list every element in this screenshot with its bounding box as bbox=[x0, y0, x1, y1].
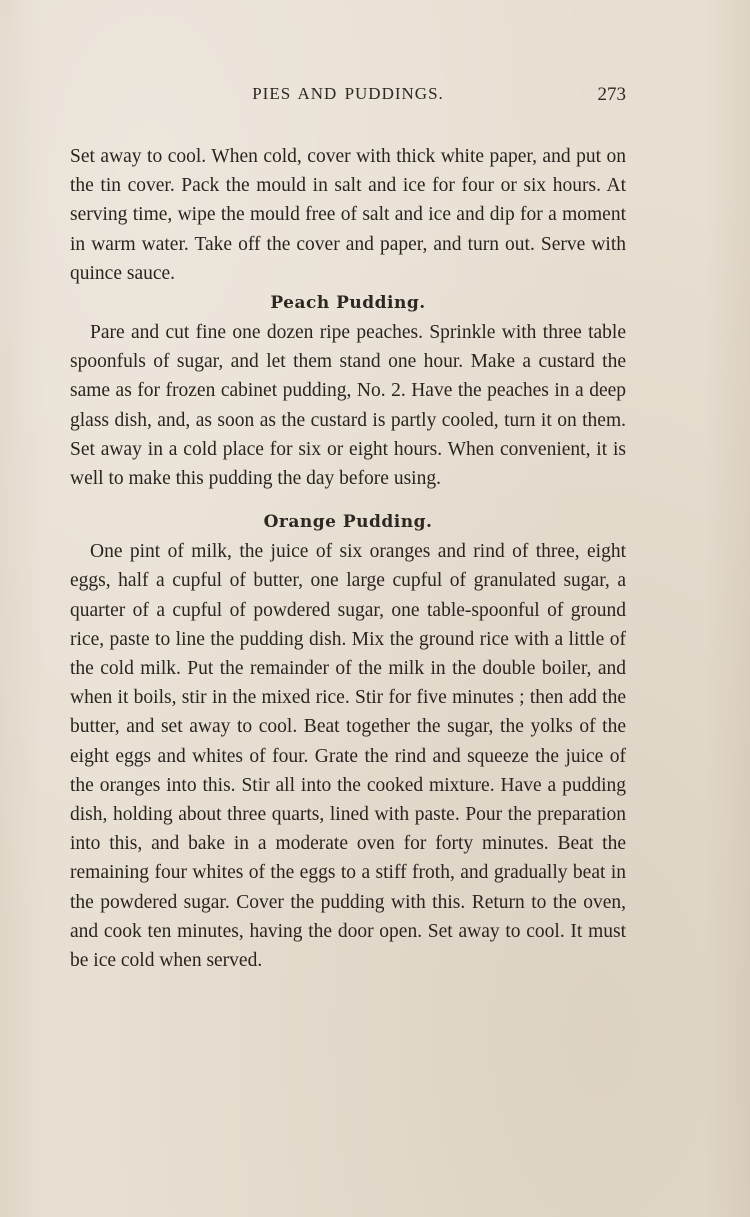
orange-pudding-heading: Orange Pudding. bbox=[263, 512, 433, 533]
continued-paragraph: Set away to cool. When cold, cover with thick white paper, and put on the tin cover. Pack the mould in salt and ice for four or six hours. At serving time, wipe the mould free of salt and ice and dip for a moment in warm water. Take off the cover and paper, and turn out. Serve with quince sauce. bbox=[70, 146, 626, 284]
page-body bbox=[70, 142, 626, 975]
orange-pudding-paragraph: One pint of milk, the juice of six oranges and rind of three, eight eggs, half a cupful of butter, one large cupful of granulated sugar, a quarter of a cupful of powdered sugar, one table-spoonful of ground rice, paste to line the pudding dish. Mix the ground rice with a little of the cold milk. Put the remainder of the milk in the double boiler, and when it boils, stir in the mixed rice. Stir for five minutes ; then add the butter, and set away to cool. Beat together the sugar, the yolks of the eight eggs and whites of four. Grate the rind and squeeze the juice of the oranges into this. Stir all into the cooked mixture. Have a pudding dish, holding about three quarts, lined with paste. Pour the preparation into this, and bake in a moderate oven for forty minutes. Beat the remaining four whites of the eggs to a stiff froth, and gradually beat in the powdered sugar. Cover the pudding with this. Return to the oven, and cook ten minutes, having the door open. Set away to cool. It must be ice cold when served. bbox=[70, 541, 626, 972]
peach-pudding-heading: Peach Pudding. bbox=[270, 293, 426, 314]
page-number: 273 bbox=[597, 84, 626, 105]
peach-pudding-paragraph: Pare and cut fine one dozen ripe peaches. Sprinkle with three table spoonfuls of sugar, and let them stand one hour. Make a custard the same as for frozen cabinet pudding, No. 2. Have the peaches in a deep glass dish, and, as soon as the custard is partly cooled, turn it on them. Set away in a cold place for six or eight hours. When convenient, it is well to make this pudding the day before using. bbox=[70, 322, 626, 490]
running-head bbox=[70, 84, 626, 112]
running-title: PIES AND PUDDINGS. bbox=[252, 84, 444, 103]
